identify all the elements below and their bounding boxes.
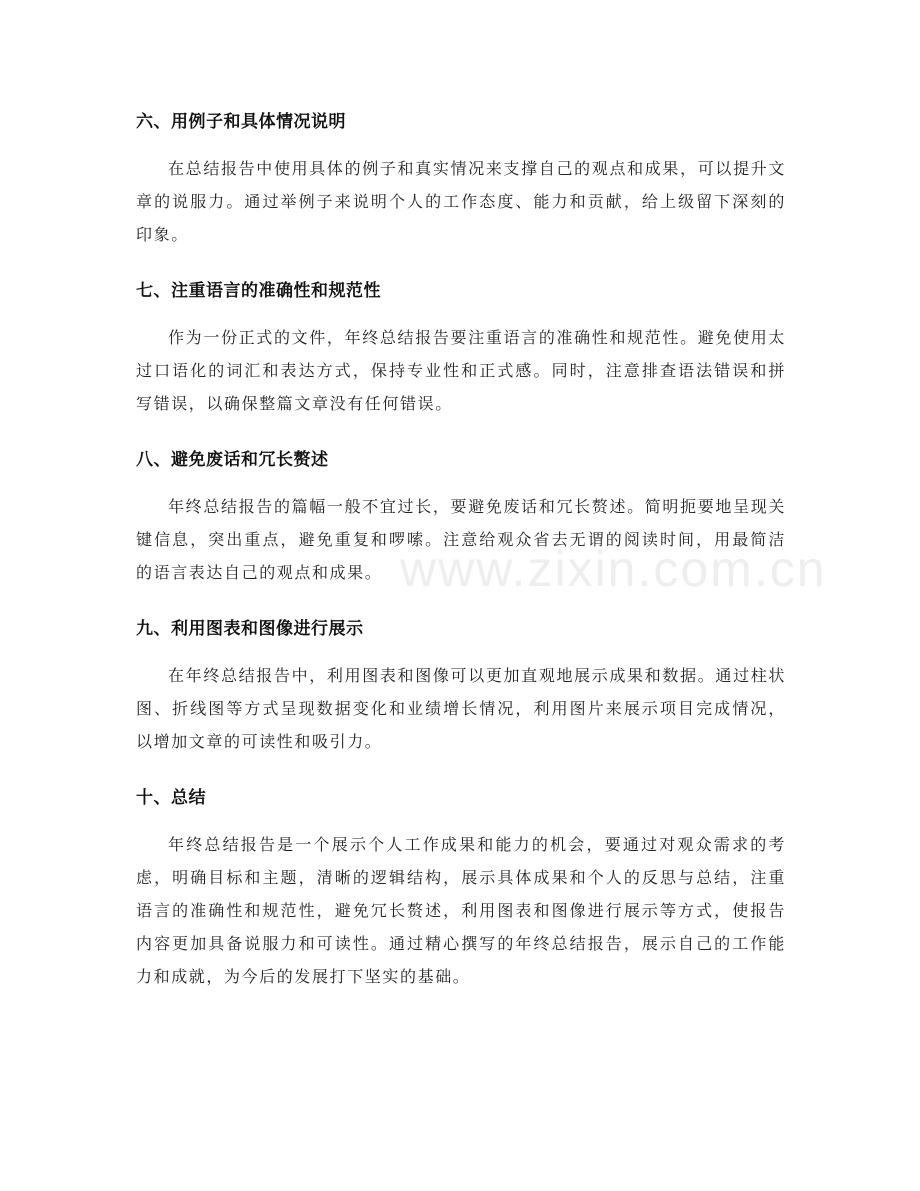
section-8 (136, 438, 786, 589)
section-heading: 八、避免废话和冗长赘述 (136, 450, 329, 470)
section-7 (136, 269, 786, 420)
section-paragraph: 在总结报告中使用具体的例子和真实情况来支撑自己的观点和成果，可以提升文章的说服力。通过举例子来说明个人的工作态度、能力和贡献，给上级留下深刻的印象。 (136, 159, 786, 244)
section-paragraph: 年终总结报告的篇幅一般不宜过长，要避免废话和冗长赘述。简明扼要地呈现关键信息，突出重点，避免重复和啰嗦。注意给观众省去无谓的阅读时间，用最简洁的语言表达自己的观点和成果。 (136, 497, 786, 582)
section-9 (136, 607, 786, 758)
section-heading: 九、利用图表和图像进行展示 (136, 619, 364, 639)
section-10 (136, 776, 786, 993)
section-heading: 七、注重语言的准确性和规范性 (136, 281, 381, 301)
section-paragraph: 在年终总结报告中，利用图表和图像可以更加直观地展示成果和数据。通过柱状图、折线图等方式呈现数据变化和业绩增长情况，利用图片来展示项目完成情况，以增加文章的可读性和吸引力。 (136, 666, 786, 751)
section-heading: 十、总结 (136, 788, 206, 808)
watermark: www.zixin.com.cn (400, 541, 827, 597)
section-paragraph: 年终总结报告是一个展示个人工作成果和能力的机会，要通过对观众需求的考虑，明确目标和主题，清晰的逻辑结构，展示具体成果和个人的反思与总结，注重语言的准确性和规范性，避免冗长赘述，利用图表和图像进行展示等方式，使报告内容更加具备说服力和可读性。通过精心撰写的年终总结报告，展示自己的工作能力和成就，为今后的发展打下坚实的基础。 (136, 835, 786, 986)
section-paragraph: 作为一份正式的文件，年终总结报告要注重语言的准确性和规范性。避免使用太过口语化的词汇和表达方式，保持专业性和正式感。同时，注意排查语法错误和拼写错误，以确保整篇文章没有任何错误。 (136, 328, 786, 413)
section-6 (136, 100, 786, 251)
document-content (136, 100, 786, 1011)
section-heading: 六、用例子和具体情况说明 (136, 112, 346, 132)
